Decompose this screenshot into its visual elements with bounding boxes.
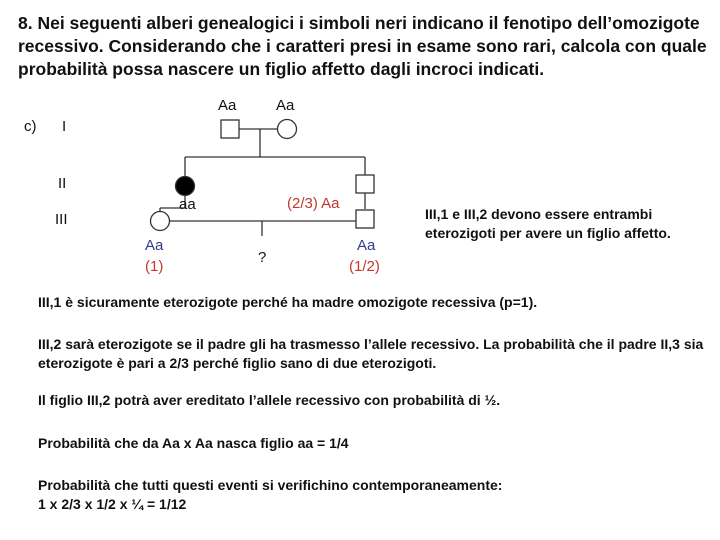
gen3-child-unknown: ? [258, 249, 267, 266]
side-note: III,1 e III,2 devono essere entrambi eterozigoti per avere un figlio affetto. [425, 206, 671, 241]
paragraph-5-text: Probabilità che tutti questi eventi si verifichino contemporaneamente: [38, 477, 503, 493]
gen2-affected-female-symbol [176, 177, 195, 196]
gen3-left-genotype: Aa [145, 237, 164, 254]
gen3-left-probability: (1) [145, 258, 164, 275]
gen3-right-genotype: Aa [357, 237, 376, 254]
paragraph-2: III,2 sarà eterozigote se il padre gli ha trasmesso l’allele recessivo. La probabilità che il padre II,3 sia eterozigote è pari a 2/3 perché figlio sano di due eterozigoti. [38, 336, 704, 371]
gen3-right-probability: (1/2) [349, 258, 380, 275]
gen1-right-genotype: Aa [276, 97, 295, 114]
paragraph-3: Il figlio III,2 potrà aver ereditato l’allele recessivo con probabilità di ½. [38, 392, 501, 408]
gen3-female-symbol [151, 212, 170, 231]
gen2-father-genotype: (2/3) Aa [287, 195, 340, 212]
generation-label-III: III [55, 211, 68, 228]
question-title: 8. Nei seguenti alberi genealogici i simboli neri indicano il fenotipo dell’omozigote recessivo. Considerando che i caratteri presi in esame sono rari, calcola con quale probabilità possa nascere un figlio affetto dagli incroci indicati. [18, 13, 707, 79]
gen2-male-symbol [356, 175, 374, 193]
panel-label: c) [24, 118, 37, 135]
gen2-mother-genotype: aa [179, 196, 196, 213]
gen1-male-symbol [221, 120, 239, 138]
generation-label-I: I [62, 118, 67, 135]
paragraph-5-formula: 1 x 2/3 x 1/2 x ¼ = 1/12 [38, 496, 187, 512]
generation-label-II: II [58, 175, 67, 192]
gen1-female-symbol [278, 120, 297, 139]
gen1-left-genotype: Aa [218, 97, 237, 114]
paragraph-1: III,1 è sicuramente eterozigote perché ha madre omozigote recessiva (p=1). [38, 294, 538, 310]
paragraph-4: Probabilità che da Aa x Aa nasca figlio aa = 1/4 [38, 435, 349, 451]
gen3-male-symbol [356, 210, 374, 228]
